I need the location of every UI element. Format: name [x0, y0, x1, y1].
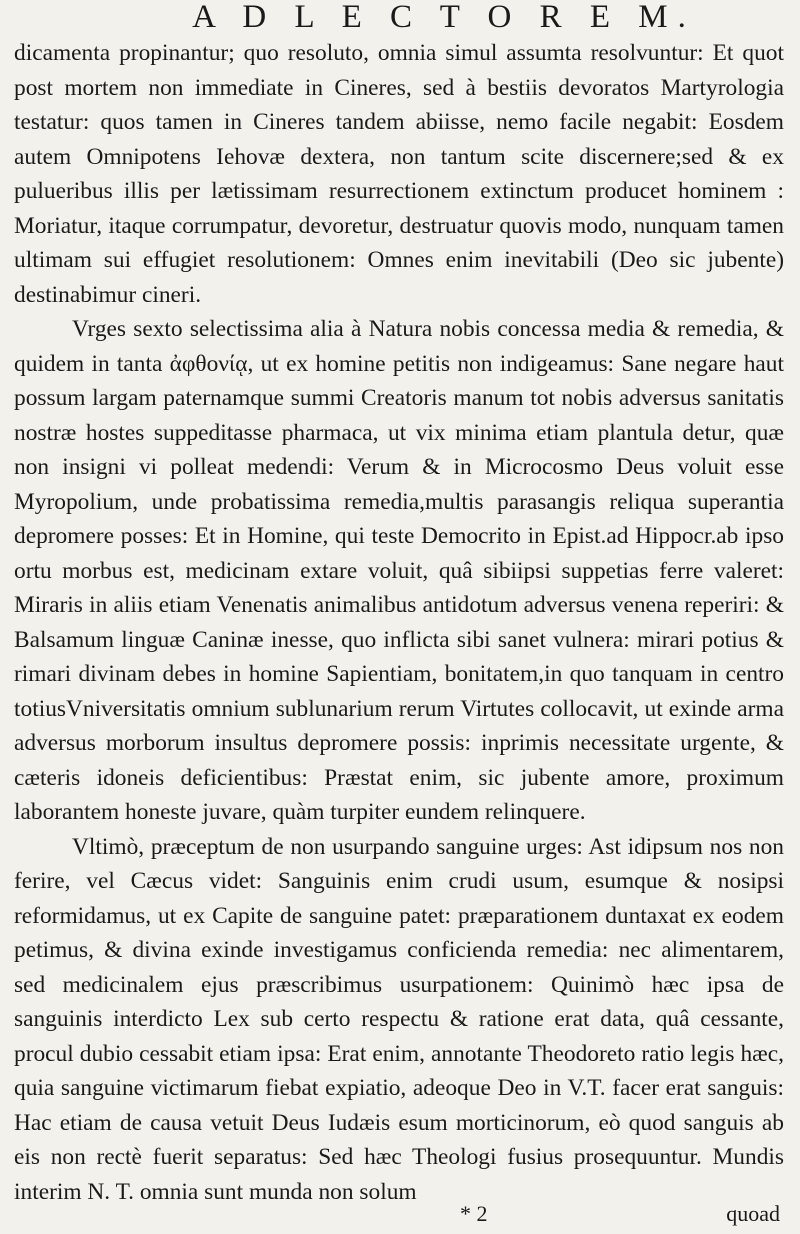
body-text	[14, 36, 784, 1209]
signature-mark: * 2	[460, 1201, 488, 1226]
paragraph-remedies: Vrges sexto selectissima alia à Natura nobis concessa media & remedia, & quidem in tanta ἀφθονίᾳ, ut ex homine petitis non indigeamus: Sane negare haut possum largam paternamque summi Creatoris manum tot nobis adversus sanitatis nostræ hostes suppeditasse pharmaca, ut vix minima etiam plantula detur, quæ non insigni vi polleat medendi: Verum & in Microcosmo Deus voluit esse Myropolium, unde probatissima remedia,multis parasangis reliqua superantia depromere posses: Et in Homine, qui teste Democrito in Epist.ad Hippocr.ab ipso ortu morbus est, medicinam extare voluit, quâ sibiipsi suppetias ferre valeret: Miraris in aliis etiam Venenatis animalibus antidotum adversus venena reperiri: & Balsamum linguæ Caninæ inesse, quo inflicta sibi sanet vulnera: mirari potius & rimari divinam debes in homine Sapientiam, bonitatem,in quo tanquam in centro totiusVniversitatis omnium sublunarium rerum Virtutes collocavit, ut exinde arma adversus morborum insultus depromere possis: inprimis necessitate urgente, & cæteris idoneis deficientibus: Præstat enim, sic jubente amore, proximum laborantem honeste juvare, quàm turpiter eundem relinquere.	[14, 316, 784, 825]
catchword: quoad	[726, 1201, 780, 1226]
paragraph-blood-precept: Vltimò, præceptum de non usurpando sanguine urges: Ast idipsum nos non ferire, vel Cæcus videt: Sanguinis enim crudi usum, esumque & nosipsi reformidamus, ut ex Capite de sanguine patet: præparationem duntaxat ex eodem petimus, & divina exinde investigamus conficienda remedia: nec alimentarem, sed medicinalem ejus præscribimus usurpationem: Quinimò hæc ipsa de sanguinis interdicto Lex sub certo respectu & ratione erat data, quâ cessante, procul dubio cessabit etiam ipsa: Erat enim, annotante Theodoreto ratio legis hæc, quia sanguine victimarum fiebat expiatio, adeoque Deo in V.T. facer erat sanguis: Hac etiam de causa vetuit Deus Iudæis esum morticinorum, eò quod sanguis ab eis non rectè fuerit separatus: Sed hæc Theologi fusius prosequuntur. Mundis interim N. T. omnia sunt munda non solum	[14, 833, 784, 1205]
running-head: A D L E C T O R E M.	[192, 0, 696, 35]
paragraph-continuation: dicamenta propinantur; quo resoluto, omnia simul assumta resolvuntur: Et quot post mortem non immediate in Cineres, sed à bestiis devoratos Martyrologia testatur: quos tamen in Cineres tandem abiisse, nemo facile negabit: Eosdem autem Omnipotens Iehovæ dextera, non tantum scite discernere;sed & ex pulueribus illis per lætissimam resurrectionem extinctum producet hominem : Moriatur, itaque corrumpatur, devoretur, destruatur quovis modo, nunquam tamen ultimam sui effugiet resolutionem: Omnes enim inevitabili (Deo sic jubente) destinabimur cineri.	[14, 40, 784, 308]
